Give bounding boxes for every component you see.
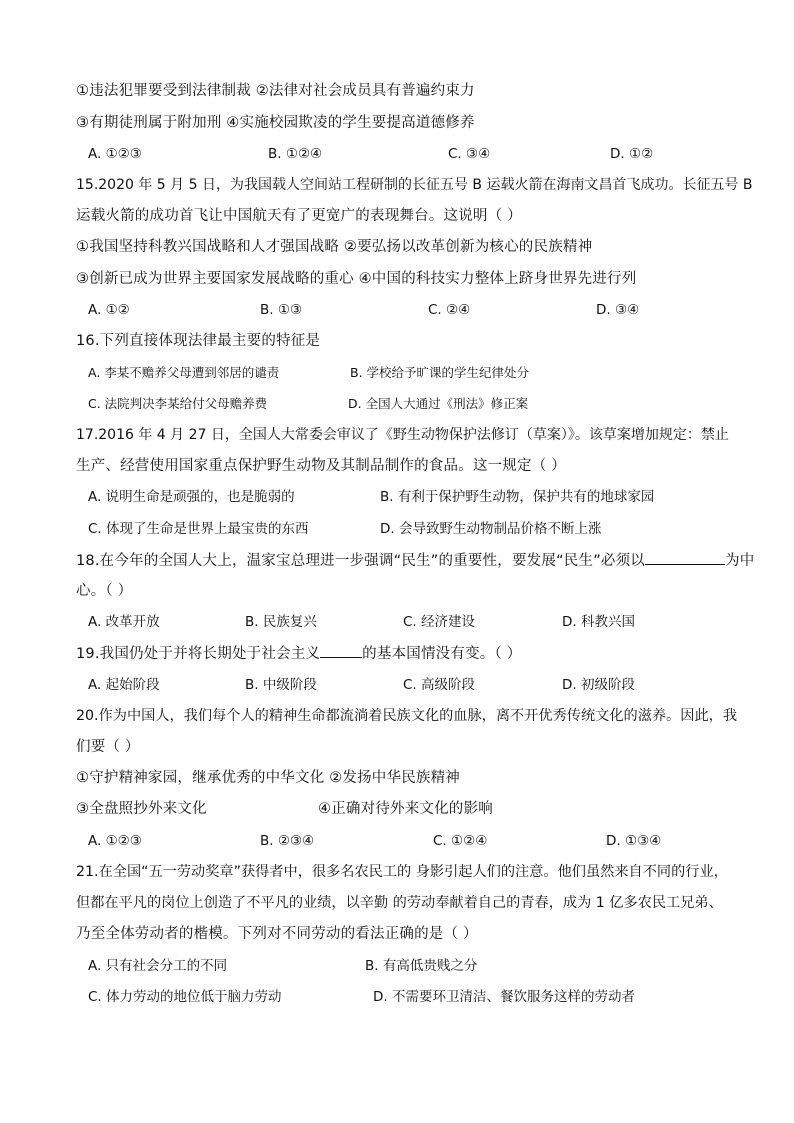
q19-option-d[interactable]: D. 初级阶段 bbox=[562, 677, 635, 693]
q21-stem-line-3: 乃至全体劳动者的楷模。下列对不同劳动的看法正确的是（ ） bbox=[76, 926, 478, 942]
q21-option-c[interactable]: C. 体力劳动的地位低于脑力劳动 bbox=[88, 989, 282, 1005]
q14-option-a[interactable]: A. ①②③ bbox=[88, 146, 142, 162]
q20-statement-4: ④正确对待外来文化的影响 bbox=[318, 801, 493, 817]
q21-option-a[interactable]: A. 只有社会分工的不同 bbox=[88, 958, 228, 974]
q19-option-a[interactable]: A. 起始阶段 bbox=[88, 677, 160, 693]
q19-option-c[interactable]: C. 高级阶段 bbox=[403, 677, 476, 693]
q17-option-d[interactable]: D. 会导致野生动物制品价格不断上涨 bbox=[380, 521, 602, 537]
q16-option-d[interactable]: D. 全国人大通过《刑法》修正案 bbox=[348, 396, 529, 411]
q14-option-d[interactable]: D. ①② bbox=[610, 146, 654, 162]
q15-option-d[interactable]: D. ③④ bbox=[596, 302, 640, 318]
q14-option-c[interactable]: C. ③④ bbox=[448, 146, 491, 162]
q19-stem bbox=[76, 643, 521, 664]
q21-stem-line-2: 但都在平凡的岗位上创造了不平凡的业绩，以辛勤 的劳动奉献着自己的青春，成为 1 亿多农民工兄弟、 bbox=[76, 895, 723, 911]
q15-option-a[interactable]: A. ①② bbox=[88, 302, 130, 318]
q19-answer-blank bbox=[320, 643, 362, 658]
q18-option-d[interactable]: D. 科教兴国 bbox=[562, 614, 635, 630]
q18-option-a[interactable]: A. 改革开放 bbox=[88, 614, 160, 630]
q14-statement-line-1: ①违法犯罪要受到法律制裁 ②法律对社会成员具有普遍约束力 bbox=[76, 83, 475, 99]
q17-stem-line-1: 17.2016 年 4 月 27 日，全国人大常委会审议了《野生动物保护法修订（草案）》。该草案增加规定：禁止 bbox=[76, 427, 729, 443]
q20-option-c[interactable]: C. ①②④ bbox=[433, 833, 488, 849]
q19-option-b[interactable]: B. 中级阶段 bbox=[245, 677, 317, 693]
q17-stem-line-2: 生产、经营使用国家重点保护野生动物及其制品制作的食品。这一规定（ ） bbox=[76, 458, 566, 474]
q18-stem-line-1 bbox=[76, 550, 754, 571]
q18-stem-line-2: 心。（ ） bbox=[76, 583, 133, 599]
q15-stem-line-2: 运载火箭的成功首飞让中国航天有了更宽广的表现舞台。这说明（ ） bbox=[76, 208, 522, 224]
q14-option-b[interactable]: B. ①②④ bbox=[268, 146, 323, 162]
q16-option-a[interactable]: A. 李某不赡养父母遭到邻居的谴责 bbox=[88, 365, 280, 380]
q20-option-d[interactable]: D. ①③④ bbox=[606, 833, 662, 849]
q20-stem-line-1: 20.作为中国人，我们每个人的精神生命都流淌着民族文化的血脉，离不开优秀传统文化的滋养。因此，我 bbox=[76, 708, 738, 724]
q16-stem: 16.下列直接体现法律最主要的特征是 bbox=[76, 333, 321, 349]
q19-stem-text: 19.我国仍处于并将长期处于社会主义 bbox=[76, 646, 321, 662]
q15-statement-line-1: ①我国坚持科教兴国战略和人才强国战略 ②要弘扬以改革创新为核心的民族精神 bbox=[76, 239, 593, 255]
q20-statement-3: ③全盘照抄外来文化 bbox=[76, 801, 207, 817]
q16-option-c[interactable]: C. 法院判决李某给付父母赡养费 bbox=[88, 396, 268, 411]
q15-stem-line-1: 15.2020 年 5 月 5 日，为我国载人空间站工程研制的长征五号 B 运载火箭在海南文昌首飞成功。长征五号 B bbox=[76, 177, 753, 193]
q21-stem-line-1: 21.在全国“五一劳动奖章”获得者中，很多名农民工的 身影引起人们的注意。他们虽然来自不同的行业， bbox=[76, 864, 728, 880]
q15-option-b[interactable]: B. ①③ bbox=[260, 302, 303, 318]
q15-statement-line-2: ③创新已成为世界主要国家发展战略的重心 ④中国的科技实力整体上跻身世界先进行列 bbox=[76, 271, 637, 287]
q20-statement-line-1: ①守护精神家园，继承优秀的中华文化 ②发扬中华民族精神 bbox=[76, 770, 461, 786]
q18-option-b[interactable]: B. 民族复兴 bbox=[245, 614, 317, 630]
q14-statement-line-2: ③有期徒刑属于附加刑 ④实施校园欺凌的学生要提高道德修养 bbox=[76, 115, 475, 131]
q20-option-b[interactable]: B. ②③④ bbox=[260, 833, 315, 849]
q20-option-a[interactable]: A. ①②③ bbox=[88, 833, 142, 849]
q15-option-c[interactable]: C. ②④ bbox=[428, 302, 471, 318]
q20-stem-line-2: 们要（ ） bbox=[76, 739, 140, 755]
q18-answer-blank bbox=[645, 550, 725, 565]
q17-option-b[interactable]: B. 有利于保护野生动物，保护共有的地球家园 bbox=[380, 489, 655, 505]
q21-option-b[interactable]: B. 有高低贵贱之分 bbox=[365, 958, 478, 974]
q19-stem-text-end: 的基本国情没有变。（ ） bbox=[362, 646, 522, 662]
q17-option-c[interactable]: C. 体现了生命是世界上最宝贵的东西 bbox=[88, 521, 309, 537]
q18-stem-text: 18.在今年的全国人大上，温家宝总理进一步强调“民生”的重要性，要发展“民生”必须以 bbox=[76, 553, 646, 569]
q18-stem-text-end: 为中 bbox=[725, 553, 755, 569]
q16-option-b[interactable]: B. 学校给予旷课的学生纪律处分 bbox=[350, 365, 530, 380]
q17-option-a[interactable]: A. 说明生命是顽强的，也是脆弱的 bbox=[88, 489, 295, 505]
q18-option-c[interactable]: C. 经济建设 bbox=[403, 614, 476, 630]
q21-option-d[interactable]: D. 不需要环卫清洁、餐饮服务这样的劳动者 bbox=[373, 989, 635, 1005]
